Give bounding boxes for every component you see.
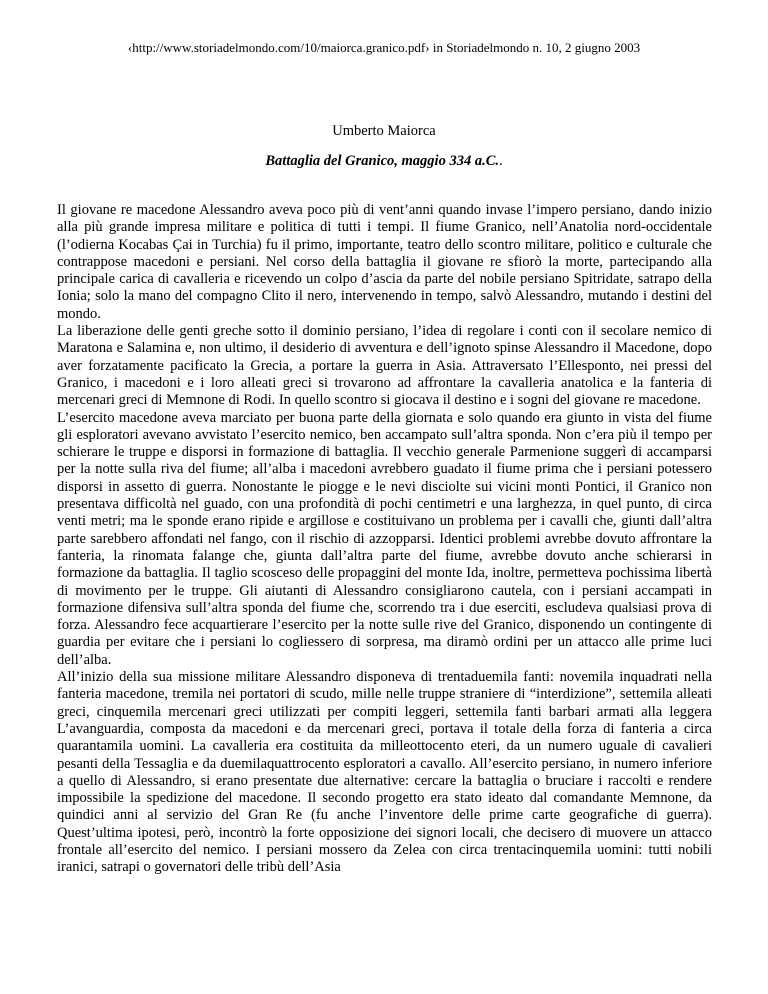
article-title <box>0 153 768 170</box>
paragraph-3: L’esercito macedone aveva marciato per buona parte della giornata e solo quando era giunto in vista del fiume gli esploratori avevano avvistato l’esercito nemico, ben accampato sull’altra sponda. Non c’era più il tempo per schierare le truppe e disporsi in formazione di battaglia. Il vecchio generale Parmenione suggerì di accamparsi per la notte sulla riva del fiume; all’alba i macedoni avrebbero guadato il fiume prima che i persiani potessero disporsi in assetto di guerra. Nonostante le piogge e le nevi disciolte sui vicini monti Pontici, il Granico non presentava difficoltà nel guado, con una profondità di pochi centimetri e una larghezza, in quel punto, di circa venti metri; ma le sponde erano ripide e argillose e costituivano un problema per i cavalli che, giunti dall’altra parte sarebbero affondati nel fango, con il rischio di azzopparsi. Identici problemi avrebbe dovuto affrontare la fanteria, la rinomata falange che, giunta dall’altra parte del fiume, avrebbe dovuto anche schierarsi in formazione da battaglia. Il taglio scosceso delle propaggini del monte Ida, inoltre, permetteva pochissima libertà di movimento per le truppe. Gli aiutanti di Alessandro consigliarono cautela, con i persiani accampati in formazione difensiva sull’altra sponda del fiume che, scorrendo tra i due eserciti, escludeva qualsiasi prova di forza. Alessandro fece acquartierare l’esercito per la notte sulle rive del Granico, disponendo un contingente di guardia per evitare che i persiani lo cogliessero di sorpresa, ma diramò ordini per un attacco alle prime luci dell’alba. <box>57 409 712 668</box>
paragraph-2: La liberazione delle genti greche sotto il dominio persiano, l’idea di regolare i conti con il secolare nemico di Maratona e Salamina e, non ultimo, il desiderio di avventura e dell’ignoto spinse Alessandro il Macedone, dopo aver forzatamente pacificato la Grecia, a portare la guerra in Asia. Attraversato l’Ellesponto, nei pressi del Granico, i macedoni e i loro alleati greci si trovarono ad affrontare la cavalleria anatolica e la fanteria di mercenari greci di Memnone di Rodi. In quello scontro si giocava il destino e i sogni del giovane re macedone. <box>57 323 712 409</box>
citation-header: ‹http://www.storiadelmondo.com/10/maiorca.granico.pdf› in Storiadelmondo n. 10, 2 giugno 2003 <box>127 40 641 55</box>
article-title-period: . <box>499 153 503 169</box>
article-title-text: Battaglia del Granico, maggio 334 a.C. <box>265 153 499 169</box>
paragraph-4: All’inizio della sua missione militare Alessandro disponeva di trentaduemila fanti: novemila inquadrati nella fanteria macedone, tremila nei portatori di scudo, mille nelle truppe straniere di “interdizione”, settemila alleati greci, cinquemila mercenari greci utilizzati per compiti leggeri, settemila fanti barbari armati alla leggera L’avanguardia, composta da macedoni e da mercenari greci, portava il totale della forza di fanteria a circa quarantamila uomini. La cavalleria era costituita da milleottocento eteri, da un numero uguale di cavalieri pesanti della Tessaglia e da duemilaquattrocento esploratori a cavallo. All’esercito persiano, in numero inferiore a quello di Alessandro, si erano presentate due alternative: cercare la battaglia o bruciare i raccolti e rendere impossibile la spedizione del macedone. Il secondo progetto era stato ideato dal comandante Memnone, da quindici anni al servizio del Gran Re (fu anche l’inventore delle prime carte geografiche di guerra). Quest’ultima ipotesi, però, incontrò la forte opposizione dei signori locali, che decisero di muovere un attacco frontale all’esercito del nemico. I persiani mossero da Zelea con circa trentacinquemila uomini: tutti nobili iranici, satrapi o governatori delle tribù dell’Asia <box>57 669 712 876</box>
article-body <box>57 202 712 877</box>
paragraph-1: Il giovane re macedone Alessandro aveva poco più di vent’anni quando invase l’impero persiano, dando inizio alla più grande impresa militare e politica di tutti i tempi. Il fiume Granico, nell’Anatolia nord-occidentale (l’odierna Kocabas Çai in Turchia) fu il primo, importante, teatro dello scontro militare, politico e culturale che contrappose macedoni e persiani. Nel corso della battaglia il giovane re sfiorò la morte, partecipando alla principale carica di cavalleria e ricevendo un colpo d’ascia da parte del nobile persiano Spitridate, satrapo della Ionia; solo la mano del compagno Clito il nero, intervenendo in tempo, salvò Alessandro, mutando i destini del mondo. <box>57 202 712 322</box>
author-name: Umberto Maiorca <box>332 123 436 139</box>
